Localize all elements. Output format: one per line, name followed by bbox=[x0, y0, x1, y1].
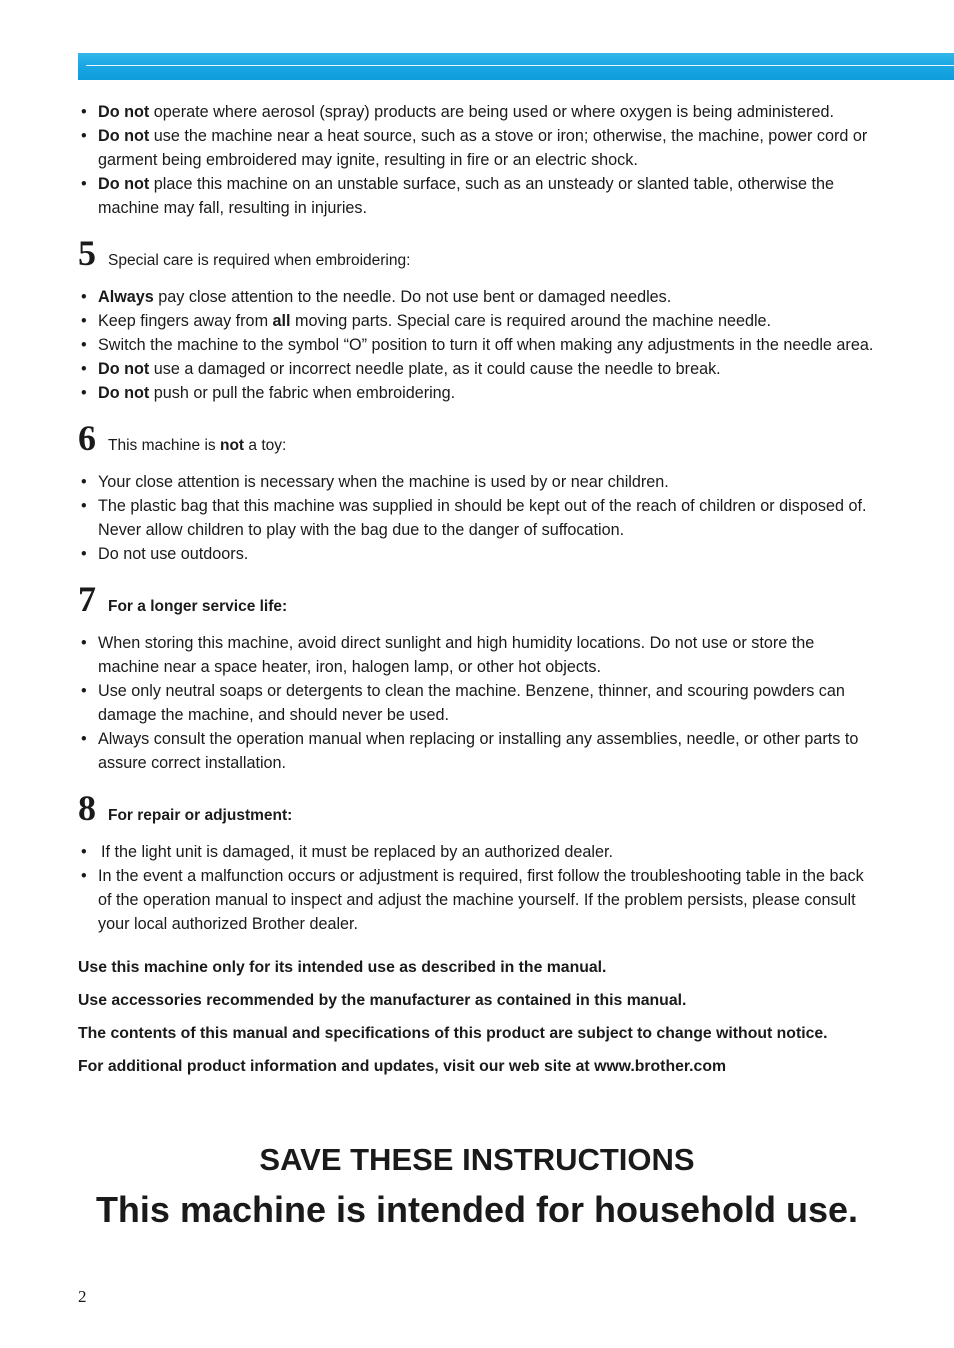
intro-list bbox=[78, 100, 878, 220]
section-8-heading bbox=[78, 790, 878, 826]
note: For additional product information and updates, visit our web site at www.brother.com bbox=[78, 1058, 727, 1075]
list-item: • The plastic bag that this machine was supplied in should be kept out of the reach of children or disposed of. Never allow children to play with the bag due to the danger of suffocation. bbox=[78, 494, 878, 542]
section-title: For repair or adjustment: bbox=[108, 807, 293, 824]
note: Use accessories recommended by the manufacturer as contained in this manual. bbox=[78, 992, 687, 1009]
section-title: For a longer service life: bbox=[108, 598, 288, 615]
section-7-list bbox=[78, 631, 878, 775]
list-item: • Do not push or pull the fabric when embroidering. bbox=[78, 381, 878, 405]
list-item: • Keep fingers away from all moving parts. Special care is required around the machine needle. bbox=[78, 309, 878, 333]
list-item: • Use only neutral soaps or detergents to clean the machine. Benzene, thinner, and scouring powders can damage the machine, and should never be used. bbox=[78, 679, 878, 727]
section-title: Special care is required when embroidering: bbox=[108, 252, 411, 269]
list-item: • When storing this machine, avoid direct sunlight and high humidity locations. Do not use or store the machine near a space heater, iron, halogen lamp, or other hot objects. bbox=[78, 631, 878, 679]
section-5-list bbox=[78, 285, 878, 405]
section-5-heading bbox=[78, 235, 878, 271]
list-item: • In the event a malfunction occurs or adjustment is required, first follow the troubleshooting table in the back of the operation manual to inspect and adjust the machine yourself. If the problem persists, please consult your local authorized Brother dealer. bbox=[78, 864, 878, 936]
section-7-heading bbox=[78, 581, 878, 617]
note: The contents of this manual and specifications of this product are subject to change without notice. bbox=[78, 1025, 828, 1042]
section-6-heading bbox=[78, 420, 878, 456]
page-content bbox=[78, 100, 878, 1090]
list-item: • Always pay close attention to the needle. Do not use bent or damaged needles. bbox=[78, 285, 878, 309]
page-number: 2 bbox=[78, 1287, 87, 1306]
section-number: 5 bbox=[78, 233, 96, 273]
list-item: • Always consult the operation manual when replacing or installing any assemblies, needle, or other parts to assure correct installation. bbox=[78, 727, 878, 775]
list-item: • If the light unit is damaged, it must be replaced by an authorized dealer. bbox=[78, 840, 878, 864]
section-6-list bbox=[78, 470, 878, 566]
list-item: • Switch the machine to the symbol “O” position to turn it off when making any adjustments in the needle area. bbox=[78, 333, 878, 357]
list-item: • Do not place this machine on an unstable surface, such as an unsteady or slanted table, otherwise the machine may fall, resulting in injuries. bbox=[78, 172, 878, 220]
note: Use this machine only for its intended use as described in the manual. bbox=[78, 959, 607, 976]
list-item: • Your close attention is necessary when the machine is used by or near children. bbox=[78, 470, 878, 494]
section-number: 8 bbox=[78, 788, 96, 828]
list-item: • Do not use a damaged or incorrect needle plate, as it could cause the needle to break. bbox=[78, 357, 878, 381]
section-8-list bbox=[78, 840, 878, 936]
list-item: • Do not operate where aerosol (spray) products are being used or where oxygen is being administered. bbox=[78, 100, 878, 124]
header-rule bbox=[86, 65, 954, 66]
section-title: This machine is not a toy: bbox=[108, 437, 287, 454]
list-item: • Do not use outdoors. bbox=[78, 542, 878, 566]
section-number: 7 bbox=[78, 579, 96, 619]
section-number: 6 bbox=[78, 418, 96, 458]
notes-block bbox=[78, 958, 878, 1077]
list-item: • Do not use the machine near a heat source, such as a stove or iron; otherwise, the machine, power cord or garment being embroidered may ignite, resulting in fire or an electric shock. bbox=[78, 124, 878, 172]
header-bar bbox=[78, 53, 954, 80]
save-instructions-heading: SAVE THESE INSTRUCTIONS bbox=[259, 1142, 695, 1177]
household-use-heading: This machine is intended for household use. bbox=[95, 1189, 859, 1230]
